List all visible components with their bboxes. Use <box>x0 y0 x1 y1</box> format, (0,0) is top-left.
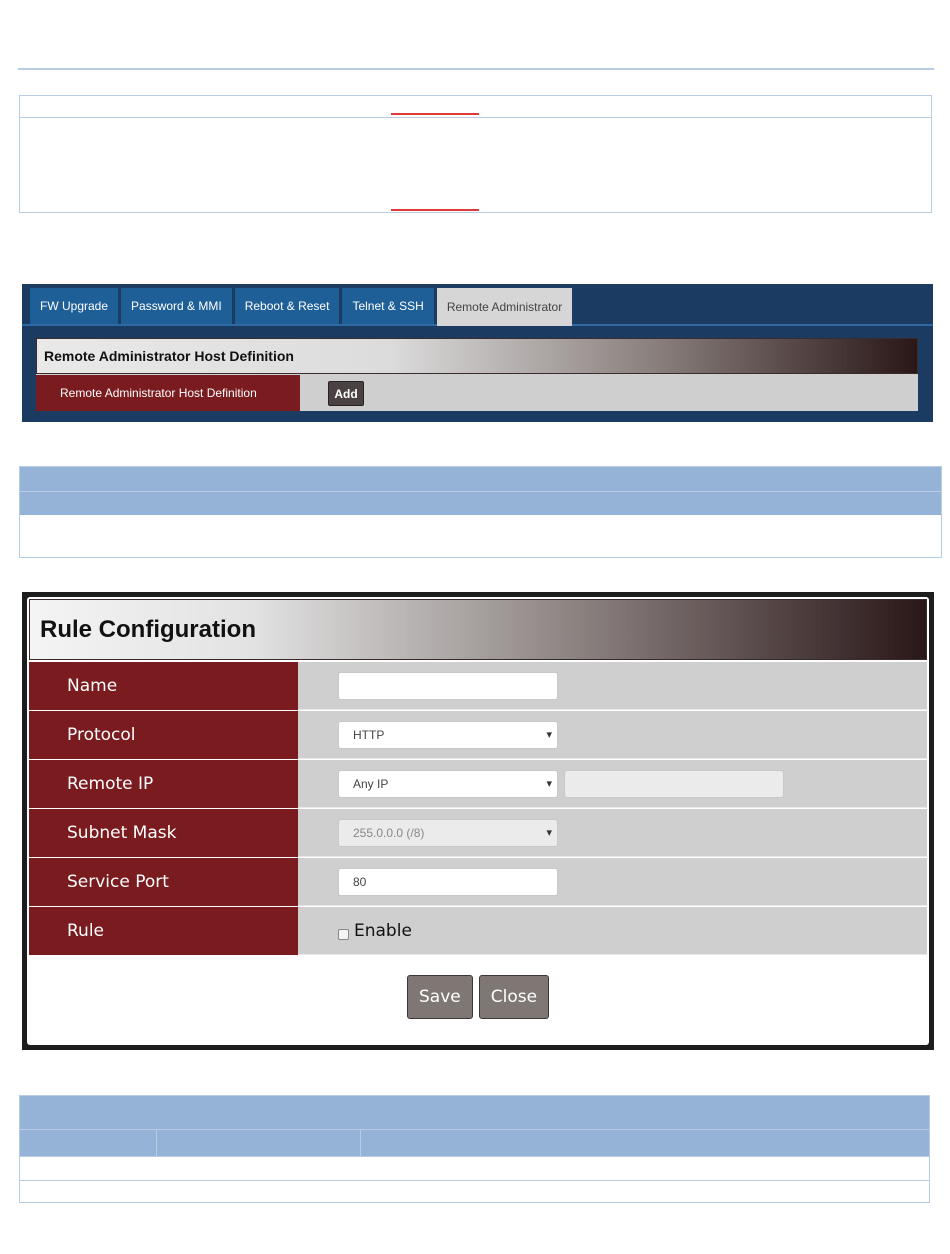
subnet-mask-label: Subnet Mask <box>29 809 298 857</box>
enable-label: Enable <box>354 921 412 941</box>
save-button[interactable]: Save <box>407 975 473 1019</box>
tab-password-mmi[interactable]: Password & MMI <box>121 288 232 324</box>
doc-table-blue-1 <box>19 466 942 558</box>
protocol-row <box>29 711 927 759</box>
service-port-label: Service Port <box>29 858 298 906</box>
table-header-row <box>20 1129 929 1156</box>
subnet-mask-row <box>29 809 927 857</box>
tab-bar <box>30 288 572 326</box>
column-divider <box>360 1130 361 1157</box>
host-definition-label: Remote Administrator Host Definition <box>36 375 300 411</box>
table-header-row <box>20 491 941 515</box>
protocol-label: Protocol <box>29 711 298 759</box>
rule-config-dialog <box>27 597 929 1045</box>
red-underline-bottom <box>391 209 479 211</box>
enable-toggle[interactable] <box>338 921 412 941</box>
remote-ip-row <box>29 760 927 808</box>
admin-panel <box>22 284 933 422</box>
remote-ip-input[interactable] <box>564 770 784 798</box>
rule-config-dialog-frame <box>22 592 934 1050</box>
rule-label: Rule <box>29 907 298 955</box>
name-row <box>29 662 927 710</box>
tab-reboot-reset[interactable]: Reboot & Reset <box>235 288 340 324</box>
name-input[interactable] <box>338 672 558 700</box>
protocol-select[interactable]: HTTP ▾ <box>338 721 558 749</box>
doc-table-divider <box>20 117 931 118</box>
tab-telnet-ssh[interactable]: Telnet & SSH <box>342 288 433 324</box>
remote-ip-label: Remote IP <box>29 760 298 808</box>
table-row <box>20 1156 929 1180</box>
top-rule <box>18 68 934 70</box>
dialog-actions <box>407 975 549 1019</box>
table-header-row <box>20 467 941 491</box>
remote-ip-select[interactable]: Any IP ▾ <box>338 770 558 798</box>
subnet-mask-select[interactable]: 255.0.0.0 (/8) ▾ <box>338 819 558 847</box>
tab-remote-administrator[interactable]: Remote Administrator <box>437 288 572 326</box>
column-divider <box>156 1130 157 1157</box>
dialog-title: Rule Configuration <box>29 599 927 660</box>
host-definition-card <box>36 338 918 411</box>
enable-checkbox[interactable] <box>338 929 349 940</box>
red-underline-top <box>391 113 479 115</box>
host-definition-title: Remote Administrator Host Definition <box>36 338 918 374</box>
rule-row <box>29 907 927 955</box>
doc-table <box>19 95 932 213</box>
name-label: Name <box>29 662 298 710</box>
add-button[interactable]: Add <box>328 381 364 406</box>
table-header-row <box>20 1096 929 1129</box>
service-port-row <box>29 858 927 906</box>
service-port-input[interactable]: 80 <box>338 868 558 896</box>
doc-table-blue-2 <box>19 1095 930 1203</box>
close-button[interactable]: Close <box>479 975 549 1019</box>
tab-fw-upgrade[interactable]: FW Upgrade <box>30 288 118 324</box>
table-row <box>20 1180 929 1204</box>
